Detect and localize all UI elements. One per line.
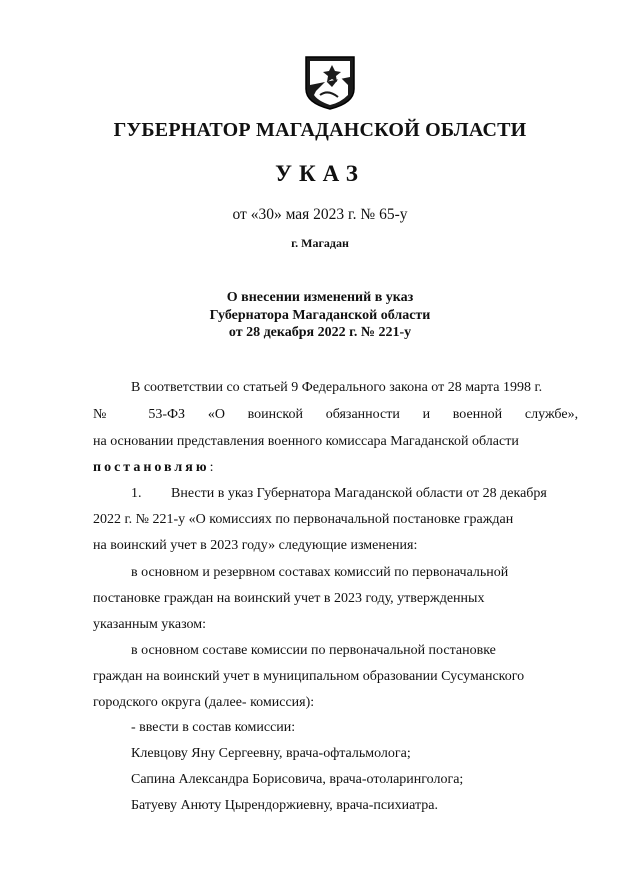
item-1-line-2: 2022 г. № 221-у «О комиссиях по первоначальной постановке граждан — [93, 512, 514, 527]
item-1-line-1: Внести в указ Губернатора Магаданской области от 28 декабря — [171, 486, 547, 501]
date-number-line: от «30» мая 2023 г. № 65-у — [232, 206, 408, 223]
resolution-word-line — [93, 460, 213, 476]
subject-line-2: Губернатора Магаданской области — [209, 307, 431, 323]
list-intro: - ввести в состав комиссии: — [131, 720, 296, 735]
list-item: Батуеву Анюту Цырендоржиевну, врача-психиатра. — [131, 798, 438, 813]
document-type: УКАЗ — [275, 161, 365, 186]
organization-title: ГУБЕРНАТОР МАГАДАНСКОЙ ОБЛАСТИ — [113, 119, 527, 141]
item-number: 1. — [131, 486, 142, 501]
paragraph-3-line-1: в основном составе комиссии по первоначальной постановке — [131, 643, 496, 658]
item-1-line-3: на воинский учет в 2023 году» следующие изменения: — [93, 538, 418, 553]
subject-line-3: от 28 декабря 2022 г. № 221-у — [228, 325, 412, 340]
preamble-line-3: на основании представления военного комиссара Магаданской области — [93, 434, 519, 449]
preamble-word: 53-ФЗ — [148, 407, 186, 422]
preamble-word: «О — [207, 407, 225, 422]
list-item: Клевцову Яну Сергеевну, врача-офтальмолога; — [131, 746, 411, 761]
city-line: г. Магадан — [291, 236, 349, 250]
decree-subject — [0, 289, 640, 342]
preamble-word: военной — [452, 407, 503, 422]
paragraph-3-line-3: городского округа (далее- комиссия): — [93, 695, 315, 710]
coat-of-arms-icon — [304, 55, 356, 111]
resolution-colon: : — [209, 460, 214, 475]
preamble-line-2 — [93, 407, 578, 423]
preamble-word: и — [422, 407, 431, 422]
preamble-word: обязанности — [325, 407, 400, 422]
list-item: Сапина Александра Борисовича, врача-отоларинголога; — [131, 772, 464, 787]
preamble-word: службе», — [524, 407, 579, 422]
subject-line-1: О внесении изменений в указ — [226, 290, 414, 305]
paragraph-2-line-1: в основном и резервном составах комиссий по первоначальной — [131, 565, 509, 580]
resolution-word: постановляю — [93, 460, 210, 475]
preamble-word: воинской — [247, 407, 303, 422]
paragraph-3-line-2: граждан на воинский учет в муниципальном образовании Сусуманского — [93, 669, 525, 684]
preamble-word: № — [93, 407, 126, 422]
paragraph-2-line-2: постановке граждан на воинский учет в 2023 году, утвержденных — [93, 591, 485, 606]
paragraph-2-line-3: указанным указом: — [93, 617, 207, 632]
preamble-line-1: В соответствии со статьей 9 Федерального закона от 28 марта 1998 г. — [131, 380, 543, 395]
